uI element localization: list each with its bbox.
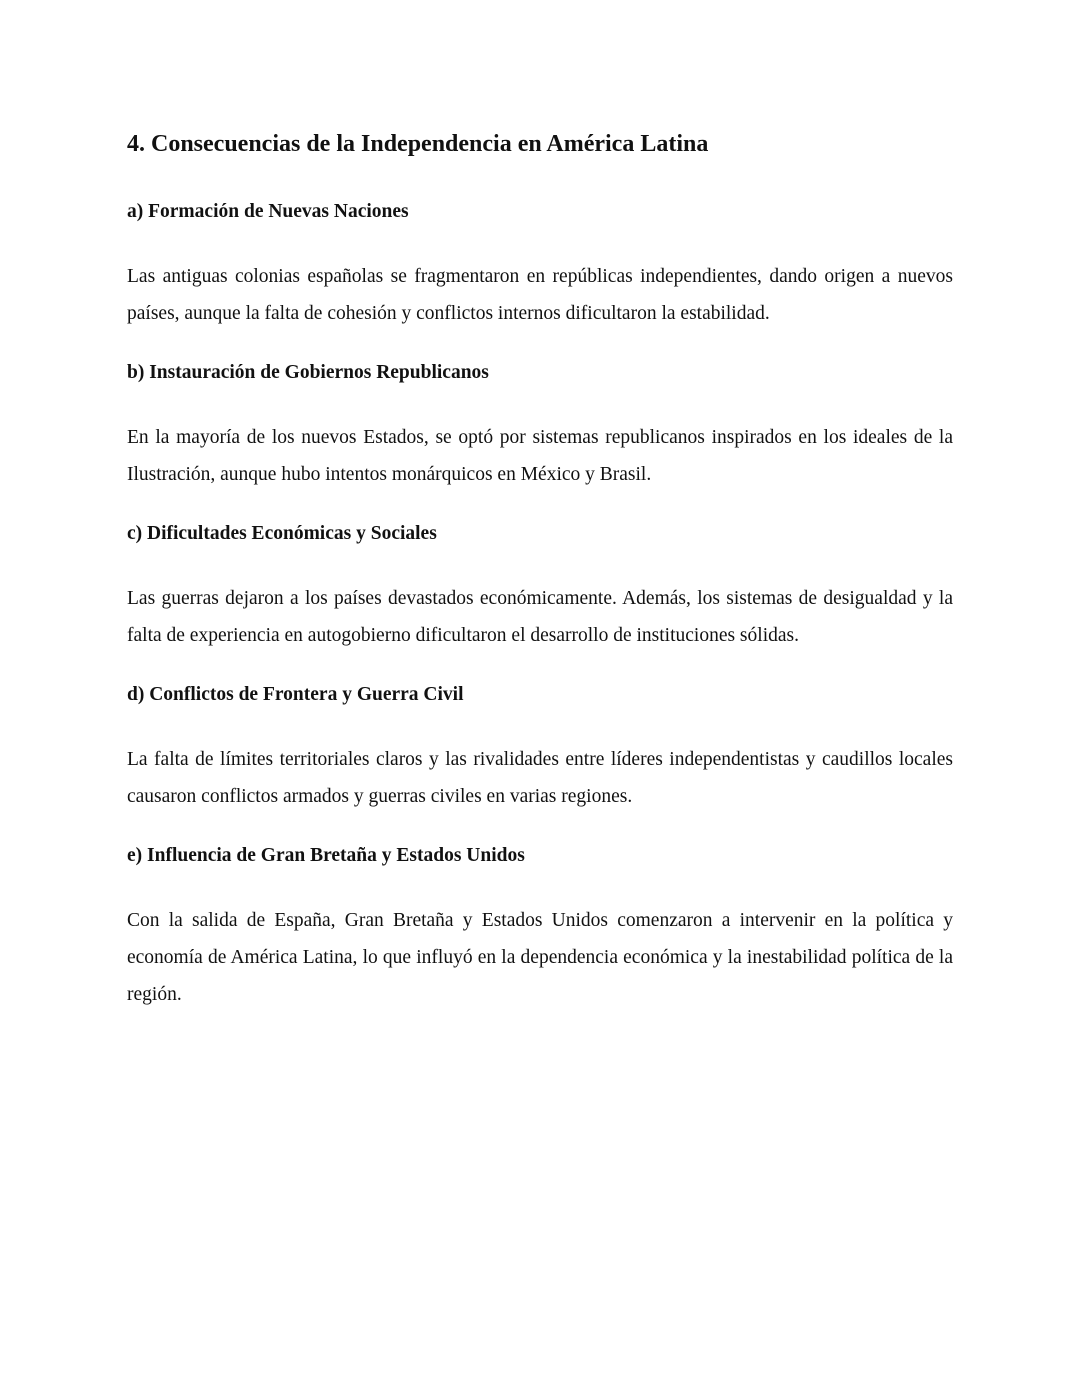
subsection-heading-d: d) Conflictos de Frontera y Guerra Civil bbox=[127, 684, 464, 705]
subsection-heading-c: c) Dificultades Económicas y Sociales bbox=[127, 523, 437, 544]
subsection-heading-b: b) Instauración de Gobiernos Republicanos bbox=[127, 362, 489, 383]
paragraph-c: Las guerras dejaron a los países devastados económicamente. Además, los sistemas de desigualdad y la falta de experiencia en autogobierno dificultaron el desarrollo de instituciones sólidas. bbox=[127, 588, 953, 646]
document-page bbox=[127, 126, 953, 1035]
paragraph-a: Las antiguas colonias españolas se fragmentaron en repúblicas independientes, dando origen a nuevos países, aunque la falta de cohesión y conflictos internos dificultaron la estabilidad. bbox=[127, 266, 953, 324]
paragraph-d: La falta de límites territoriales claros y las rivalidades entre líderes independentistas y caudillos locales causaron conflictos armados y guerras civiles en varias regiones. bbox=[127, 749, 953, 807]
subsection-heading-a: a) Formación de Nuevas Naciones bbox=[127, 201, 409, 222]
section-title: 4. Consecuencias de la Independencia en América Latina bbox=[127, 131, 709, 157]
paragraph-e: Con la salida de España, Gran Bretaña y Estados Unidos comenzaron a intervenir en la política y economía de América Latina, lo que influyó en la dependencia económica y la inestabilidad política de la región. bbox=[127, 910, 953, 1005]
paragraph-b: En la mayoría de los nuevos Estados, se optó por sistemas republicanos inspirados en los ideales de la Ilustración, aunque hubo intentos monárquicos en México y Brasil. bbox=[127, 427, 953, 485]
subsection-heading-e: e) Influencia de Gran Bretaña y Estados Unidos bbox=[127, 845, 525, 866]
